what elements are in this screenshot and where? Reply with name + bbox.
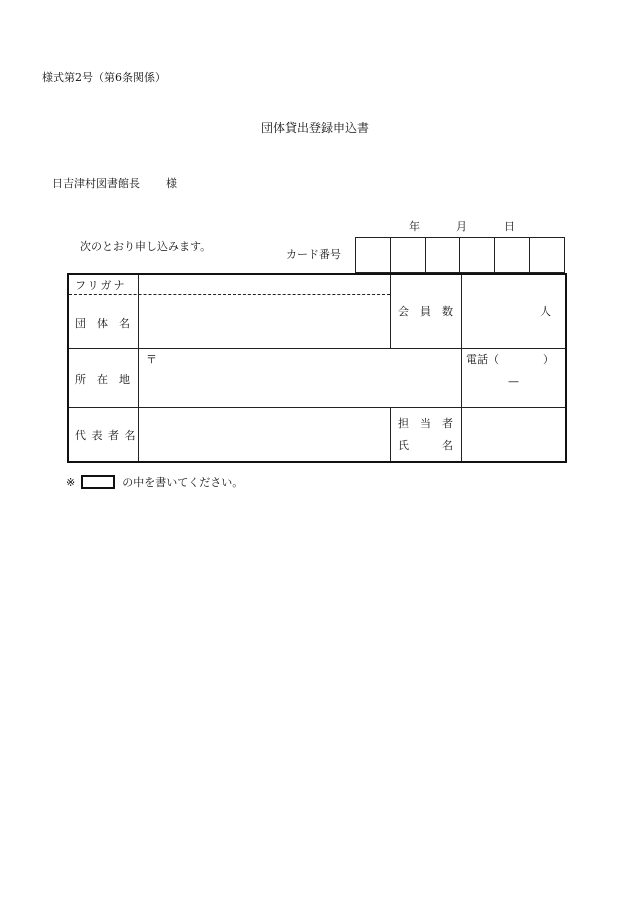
bold-box-legend <box>81 475 115 489</box>
document-title: 団体貸出登録申込書 <box>260 121 369 135</box>
card-number-boxes <box>355 237 565 273</box>
furigana-field[interactable] <box>139 275 390 294</box>
postal-mark: 〒 <box>146 353 157 366</box>
furigana-label: フリガナ <box>75 279 127 292</box>
footnote <box>66 474 243 490</box>
contact-name-field[interactable] <box>462 408 565 461</box>
addressee-honorific: 様 <box>166 177 177 190</box>
card-number-digit-box[interactable] <box>391 238 426 272</box>
phone-field[interactable] <box>462 349 565 407</box>
contact-label-line-1: 担 当 者 <box>398 417 453 430</box>
date-year-label: 年 <box>409 220 420 233</box>
reference-mark: ※ <box>66 475 76 489</box>
date-month-label: 月 <box>456 220 467 233</box>
contact-label-line-2: 氏 名 <box>398 439 453 452</box>
group-member-divider <box>390 275 391 348</box>
addressee-name: 日吉津村図書館長 <box>52 177 140 190</box>
representative-label: 代 表 者 名 <box>75 429 137 442</box>
card-number-digit-box[interactable] <box>356 238 391 272</box>
address-field[interactable] <box>139 349 461 407</box>
group-name-field[interactable] <box>139 295 390 348</box>
application-table <box>67 273 567 463</box>
rep-contact-divider <box>390 407 391 461</box>
member-count-unit: 人 <box>540 305 551 318</box>
footnote-text: の中を書いてください。 <box>122 476 244 489</box>
date-day-label: 日 <box>504 220 515 233</box>
phone-label: 電話（ ） <box>466 353 554 366</box>
card-number-digit-box[interactable] <box>460 238 495 272</box>
form-number-label: 様式第2号（第6条関係） <box>42 71 166 84</box>
card-number-digit-box[interactable] <box>495 238 530 272</box>
application-statement: 次のとおり申し込みます。 <box>80 240 212 253</box>
card-number-label: カード番号 <box>286 248 341 261</box>
address-label: 所 在 地 <box>75 373 130 386</box>
addressee <box>52 178 177 189</box>
representative-field[interactable] <box>139 408 390 461</box>
card-number-digit-box[interactable] <box>530 238 564 272</box>
phone-dash: — <box>508 375 519 388</box>
card-number-digit-box[interactable] <box>426 238 461 272</box>
member-count-label: 会 員 数 <box>398 305 453 318</box>
group-name-label: 団 体 名 <box>75 317 130 330</box>
